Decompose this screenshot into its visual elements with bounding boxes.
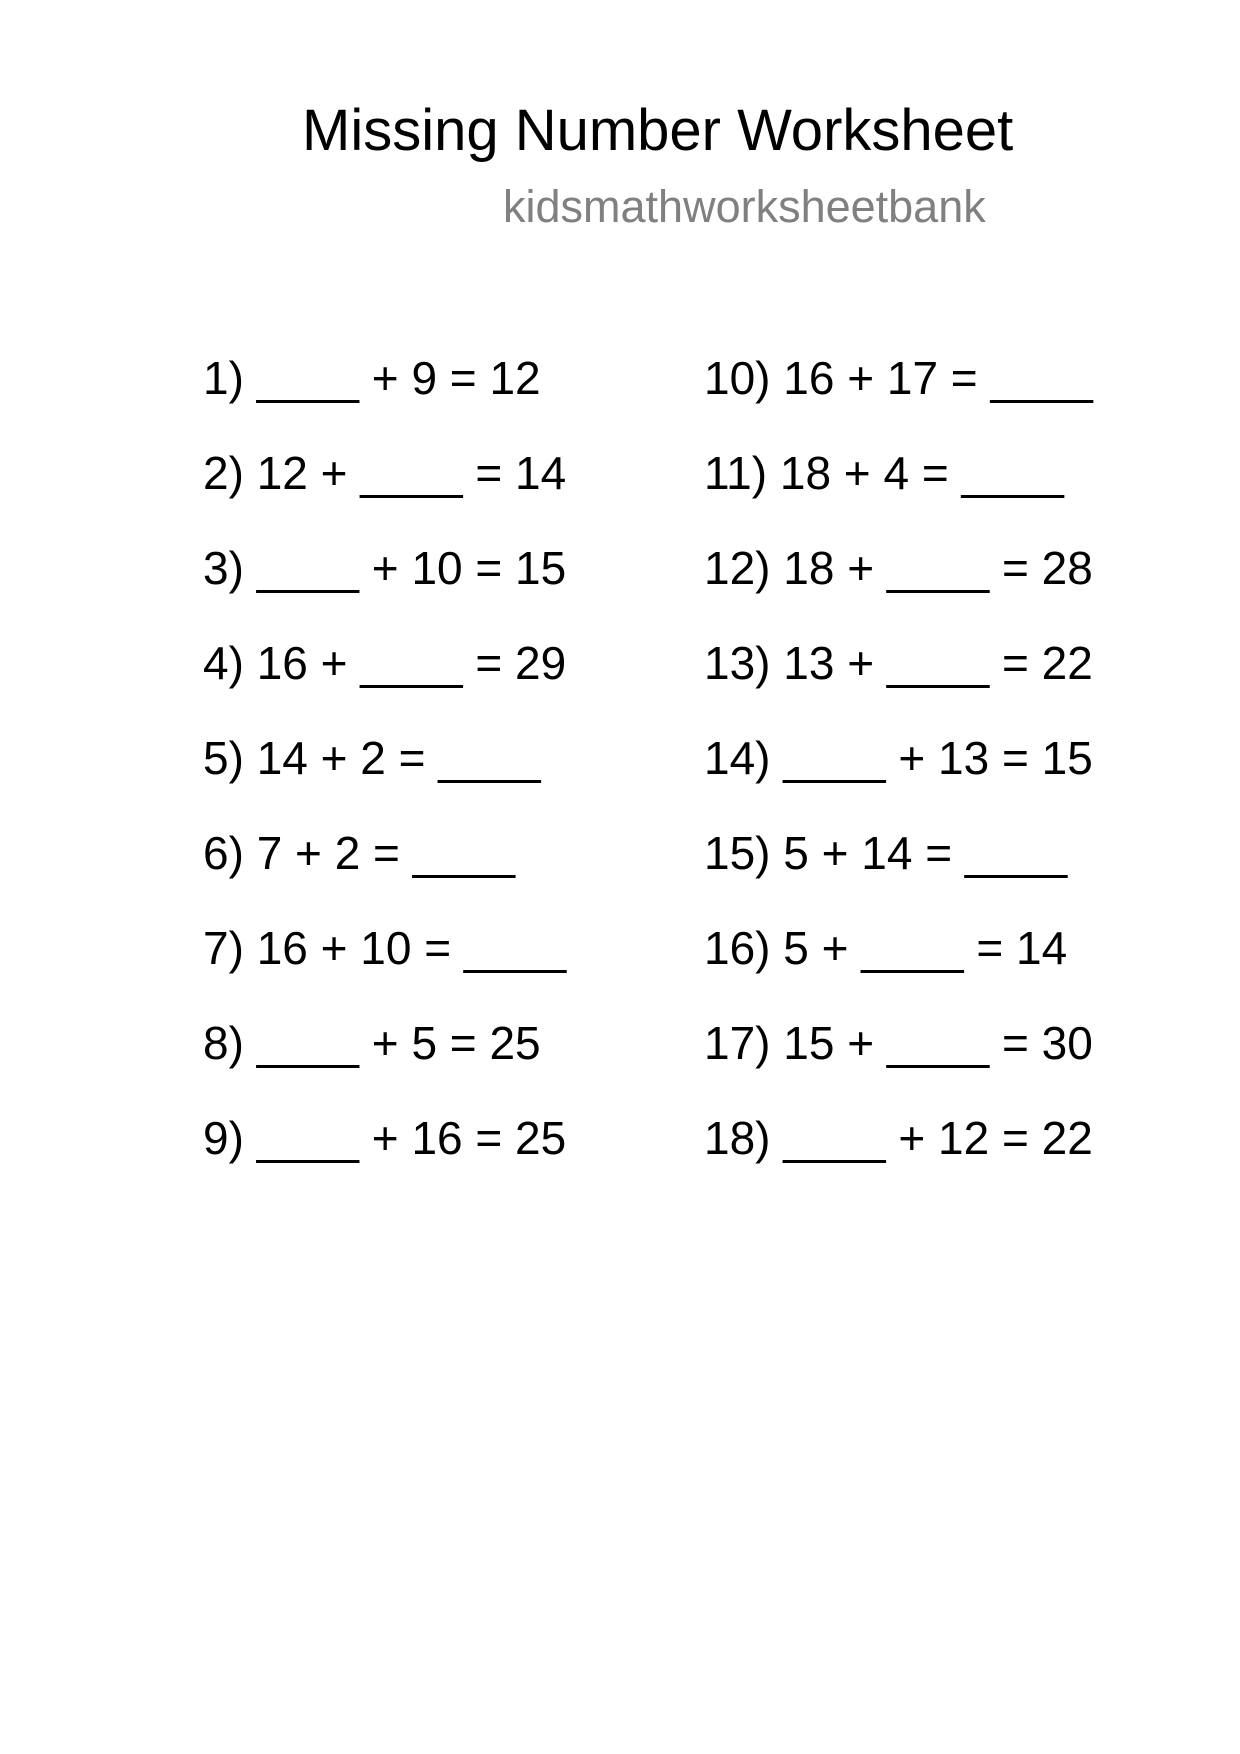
problem-item (704, 730, 1093, 786)
problem-item (203, 350, 541, 406)
problem-number: 14) (704, 732, 771, 784)
problem-item (704, 445, 1064, 501)
problem-equation: ____ + 10 = 15 (256, 542, 567, 594)
problem-item (203, 540, 566, 596)
worksheet-title: Missing Number Worksheet (302, 98, 1014, 163)
problem-number: 16) (704, 922, 771, 974)
problem-equation: 12 + ____ = 14 (256, 447, 567, 499)
problem-equation: ____ + 5 = 25 (256, 1017, 541, 1069)
problem-item (203, 1015, 541, 1071)
problem-equation: 5 + 14 = ____ (783, 827, 1068, 879)
problem-item (704, 540, 1093, 596)
problem-equation: 13 + ____ = 22 (783, 637, 1093, 689)
problem-number: 6) (203, 827, 244, 879)
problem-item (203, 920, 566, 976)
problem-equation: 16 + ____ = 29 (256, 637, 567, 689)
problem-number: 5) (203, 732, 244, 784)
problem-equation: 16 + 10 = ____ (256, 922, 567, 974)
problem-number: 15) (704, 827, 771, 879)
problem-item (203, 445, 566, 501)
problem-number: 12) (704, 542, 771, 594)
problem-item (203, 730, 541, 786)
problem-number: 10) (704, 352, 771, 404)
problem-number: 1) (203, 352, 244, 404)
problem-item (704, 635, 1093, 691)
problem-item (704, 920, 1067, 976)
worksheet-source: kidsmathworksheetbank (503, 181, 986, 232)
problem-item (203, 1110, 566, 1166)
problem-equation: ____ + 12 = 22 (783, 1112, 1093, 1164)
problem-number: 7) (203, 922, 244, 974)
problem-item (704, 350, 1093, 406)
problem-item (704, 1110, 1093, 1166)
problem-number: 2) (203, 447, 244, 499)
problem-number: 9) (203, 1112, 244, 1164)
problem-equation: 18 + ____ = 28 (783, 542, 1093, 594)
problem-number: 17) (704, 1017, 771, 1069)
problem-item (203, 825, 515, 881)
problem-equation: 18 + 4 = ____ (779, 447, 1064, 499)
problem-item (203, 635, 566, 691)
problem-equation: 5 + ____ = 14 (783, 922, 1068, 974)
problem-equation: 14 + 2 = ____ (256, 732, 541, 784)
problem-number: 8) (203, 1017, 244, 1069)
problem-equation: ____ + 13 = 15 (783, 732, 1093, 784)
problem-equation: 7 + 2 = ____ (256, 827, 516, 879)
problem-item (704, 825, 1067, 881)
problem-number: 13) (704, 637, 771, 689)
problem-equation: 15 + ____ = 30 (783, 1017, 1093, 1069)
problem-equation: ____ + 16 = 25 (256, 1112, 567, 1164)
problem-number: 4) (203, 637, 244, 689)
problem-equation: ____ + 9 = 12 (256, 352, 541, 404)
problem-equation: 16 + 17 = ____ (783, 352, 1093, 404)
problem-number: 3) (203, 542, 244, 594)
problem-item (704, 1015, 1093, 1071)
problem-number: 11) (704, 447, 768, 499)
problem-number: 18) (704, 1112, 771, 1164)
